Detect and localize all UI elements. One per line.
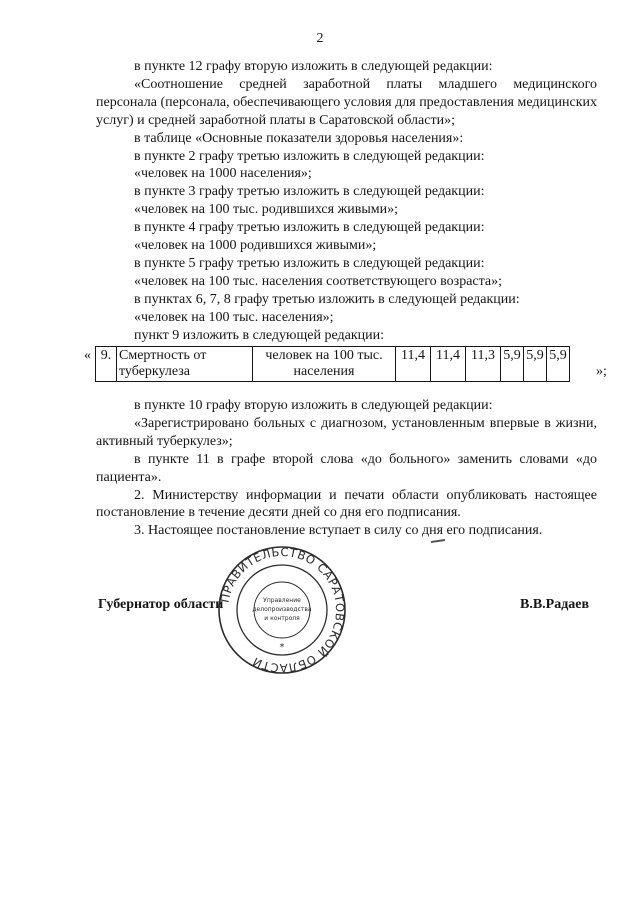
seal-inner-line-3: и контроля bbox=[264, 615, 300, 622]
paragraph: «человек на 1000 населения»; bbox=[134, 166, 312, 182]
indicator-table bbox=[95, 346, 570, 382]
table-cell-value: 5,9 bbox=[501, 347, 524, 382]
table-cell-value: 5,9 bbox=[524, 347, 547, 382]
table-cell-number: 9. bbox=[96, 347, 117, 382]
paragraph: в пункте 2 графу третью изложить в следующей редакции: bbox=[134, 148, 485, 164]
paragraph: «человек на 100 тыс. населения»; bbox=[134, 309, 334, 325]
seal-inner-line-2: делопроизводства bbox=[252, 606, 312, 613]
paragraph: «человек на 100 тыс. родившихся живыми»; bbox=[134, 202, 398, 218]
paragraph: «Соотношение средней заработной платы младшего медицинского персонала (персонала, обеспечивающего условия для предоставления медицинских услуг) и средней заработной платы в Саратовской области»; bbox=[96, 76, 597, 128]
table-cell-value: 11,4 bbox=[396, 347, 431, 382]
table-cell-unit: человек на 100 тыс. населения bbox=[253, 347, 396, 382]
text-block-bottom bbox=[96, 397, 597, 540]
table-row bbox=[96, 347, 570, 382]
paragraph: в таблице «Основные показатели здоровья населения»: bbox=[134, 130, 464, 146]
paragraph: 3. Настоящее постановление вступает в силу со дня его подписания. bbox=[134, 523, 543, 539]
paragraph: в пункте 12 графу вторую изложить в следующей редакции: bbox=[134, 59, 493, 74]
quote-close: »; bbox=[596, 364, 607, 379]
paragraph: 2. Министерству информации и печати области опубликовать настоящее постановление в течение десяти дней со дня его подписания. bbox=[96, 487, 597, 521]
table-cell-value: 11,4 bbox=[431, 347, 466, 382]
quote-open: « bbox=[84, 348, 91, 363]
signature-name: В.В.Радаев bbox=[520, 597, 590, 612]
table-cell-name: Смертность от туберкулеза bbox=[117, 347, 253, 382]
text-block-top bbox=[96, 58, 597, 345]
paragraph: в пункте 10 графу вторую изложить в следующей редакции: bbox=[134, 398, 493, 413]
page-number: 2 bbox=[316, 31, 324, 46]
indicator-table-row bbox=[84, 346, 624, 382]
signature-title: Губернатор области bbox=[98, 597, 224, 612]
table-cell-value: 11,3 bbox=[466, 347, 501, 382]
seal-inner-line-1: Управление bbox=[263, 597, 301, 604]
table-cell-value: 5,9 bbox=[547, 347, 570, 382]
paragraph: «человек на 1000 родившихся живыми»; bbox=[134, 238, 377, 254]
paragraph: в пунктах 6, 7, 8 графу третью изложить в следующей редакции: bbox=[134, 291, 520, 307]
paragraph: в пункте 4 графу третью изложить в следующей редакции: bbox=[134, 220, 485, 236]
paragraph: в пункте 11 в графе второй слова «до больного» заменить словами «до пациента». bbox=[96, 451, 597, 485]
paragraph: в пункте 5 графу третью изложить в следующей редакции: bbox=[134, 255, 485, 271]
paragraph: «Зарегистрировано больных с диагнозом, установленным впервые в жизни, активный туберкулез»; bbox=[96, 415, 597, 449]
paragraph: в пункте 3 графу третью изложить в следующей редакции: bbox=[134, 184, 485, 200]
pen-mark bbox=[431, 539, 445, 543]
seal-star: * bbox=[279, 642, 285, 653]
paragraph: пункт 9 изложить в следующей редакции: bbox=[134, 327, 384, 343]
official-seal bbox=[216, 544, 348, 676]
paragraph: «человек на 100 тыс. населения соответствующего возраста»; bbox=[134, 273, 503, 289]
seal-outer-text: ПРАВИТЕЛЬСТВО САРАТОВСКОЙ ОБЛАСТИ bbox=[217, 544, 348, 676]
